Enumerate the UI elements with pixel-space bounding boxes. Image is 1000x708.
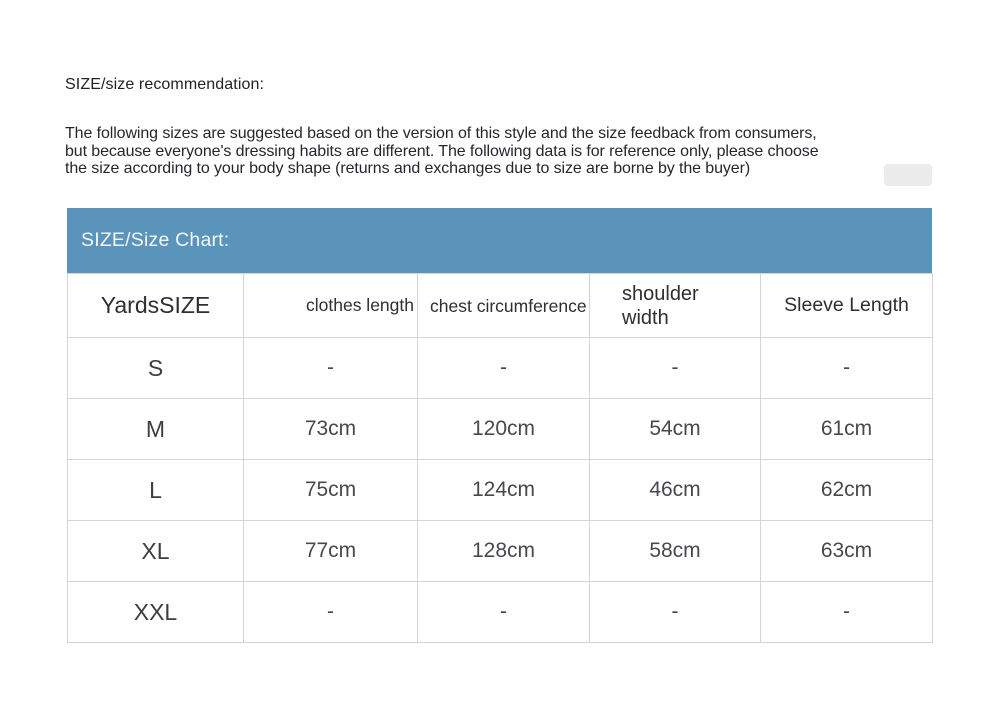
value-cell: 54cm: [590, 399, 761, 460]
value-cell: -: [418, 338, 590, 399]
value-cell: 128cm: [418, 521, 590, 582]
table-row-xl: [68, 521, 933, 582]
size-cell: XL: [68, 521, 244, 582]
table-row-s: [68, 338, 933, 399]
value-cell: 77cm: [244, 521, 418, 582]
value-cell: -: [761, 338, 933, 399]
value-cell: 58cm: [590, 521, 761, 582]
value-cell: -: [761, 582, 933, 643]
value-cell: -: [590, 582, 761, 643]
value-cell: 46cm: [590, 460, 761, 521]
column-header-chest-circumference: chest circumference: [418, 274, 590, 338]
value-cell: 61cm: [761, 399, 933, 460]
table-row-xxl: [68, 582, 933, 643]
value-cell: -: [590, 338, 761, 399]
column-header-sleeve-length: Sleeve Length: [761, 274, 933, 338]
table-row-m: [68, 399, 933, 460]
value-cell: -: [244, 582, 418, 643]
size-cell: S: [68, 338, 244, 399]
value-cell: -: [418, 582, 590, 643]
value-cell: 62cm: [761, 460, 933, 521]
value-cell: 73cm: [244, 399, 418, 460]
size-recommendation-heading: SIZE/size recommendation:: [65, 76, 265, 93]
shoulder-width-label: shoulder width: [622, 282, 699, 329]
size-cell: L: [68, 460, 244, 521]
intro-line-3: the size according to your body shape (returns and exchanges due to size are borne by the buyer): [65, 160, 751, 177]
value-cell: 124cm: [418, 460, 590, 521]
translation-artifact-blob: [884, 164, 932, 186]
size-cell: XXL: [68, 582, 244, 643]
intro-line-1: The following sizes are suggested based on the version of this style and the size feedback from consumers,: [65, 125, 817, 142]
size-cell: M: [68, 399, 244, 460]
column-header-yards-size: YardsSIZE: [68, 274, 244, 338]
size-chart-title: SIZE/Size Chart:: [81, 229, 230, 251]
column-header-clothes-length: clothes length: [244, 274, 418, 338]
column-header-shoulder-width: [590, 274, 761, 338]
size-chart-title-bar: [67, 208, 932, 273]
table-header-row: [68, 274, 933, 338]
size-recommendation-paragraph: [65, 125, 819, 178]
intro-line-2: but because everyone's dressing habits are different. The following data is for reference only, please choose: [65, 142, 819, 160]
value-cell: 120cm: [418, 399, 590, 460]
value-cell: 75cm: [244, 460, 418, 521]
table-row-l: [68, 460, 933, 521]
size-chart-table: [67, 273, 933, 643]
value-cell: -: [244, 338, 418, 399]
value-cell: 63cm: [761, 521, 933, 582]
